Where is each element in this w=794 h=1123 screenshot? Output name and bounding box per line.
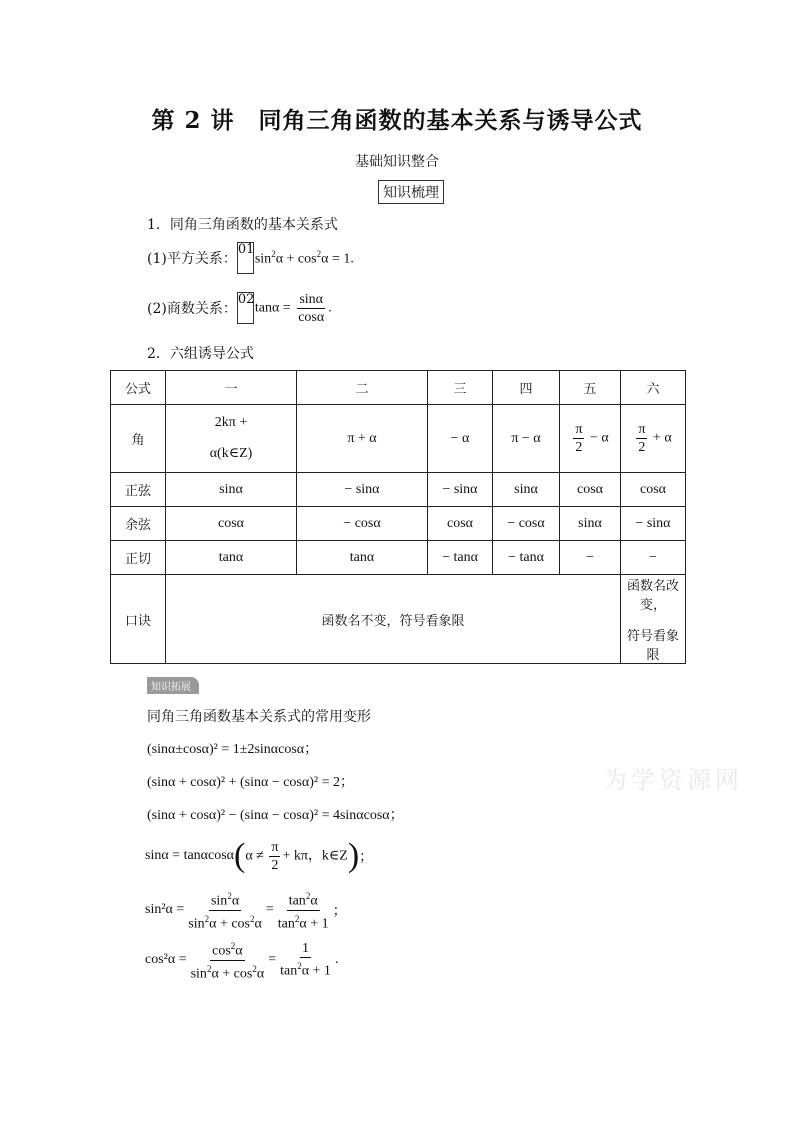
table-cell: − tanα xyxy=(493,541,560,575)
table-row xyxy=(111,473,686,507)
item1-prefix: (1)平方关系： xyxy=(147,251,237,267)
table-cell: tanα xyxy=(297,541,428,575)
table-cell: $\frac{\pi}{2}$ + α xyxy=(621,405,686,473)
table-cell: − tanα xyxy=(428,541,493,575)
table-row xyxy=(111,575,686,664)
table-cell: − sinα xyxy=(428,473,493,507)
table-cell: 六 xyxy=(621,371,686,405)
identity-line-4: sinα = tanαcosα ( α ≠ $\frac{\pi}{2}$ + kπ，k∈Z ) ； xyxy=(145,837,374,874)
extension-heading: 同角三角函数基本关系式的常用变形 xyxy=(147,709,371,725)
knowledge-summary-label: 知识梳理 xyxy=(378,180,444,204)
answer-box-02: 02 xyxy=(237,292,254,324)
line4-lhs: sinα = tanαcosα xyxy=(145,848,235,863)
table-cell: 口诀 xyxy=(111,575,166,664)
induction-formula-table xyxy=(110,370,686,664)
table-cell xyxy=(166,405,297,473)
identity-line-3: (sinα + cosα)² − (sinα − cosα)² = 4sinαcosα； xyxy=(147,808,404,823)
square-relation xyxy=(147,242,354,274)
line5-lhs: sin²α = xyxy=(145,902,185,917)
table-row xyxy=(111,405,686,473)
knowledge-extension-tag: 知识拓展 xyxy=(147,677,199,694)
table-cell: sinα xyxy=(560,507,621,541)
line4-condition: α ≠ $\frac{\pi}{2}$ + kπ，k∈Z xyxy=(245,839,348,873)
answer-box-01: 01 xyxy=(237,242,254,274)
table-cell: − sinα xyxy=(621,507,686,541)
mnemonic-line-1: 函数名改变， xyxy=(626,579,679,613)
table-cell: cosα xyxy=(621,473,686,507)
identity-line-2: (sinα + cosα)² + (sinα − cosα)² = 2； xyxy=(147,775,354,790)
square-relation-formula: $\sin^2\alpha + \cos^2\alpha = 1$. xyxy=(254,248,354,267)
table-cell: $\frac{\pi}{2}$ − α xyxy=(560,405,621,473)
table-cell: 正切 xyxy=(111,541,166,575)
table-cell: − cosα xyxy=(493,507,560,541)
mnemonic-line-2: 符号看象限 xyxy=(626,629,679,663)
table-cell: 正弦 xyxy=(111,473,166,507)
table-cell: 公式 xyxy=(111,371,166,405)
table-cell: − xyxy=(560,541,621,575)
table-cell: 角 xyxy=(111,405,166,473)
table-cell: 函数名不变，符号看象限 xyxy=(166,575,621,664)
identity-line-1: (sinα±cosα)² = 1±2sinαcosα； xyxy=(147,742,319,757)
table-cell: 四 xyxy=(493,371,560,405)
table-cell: π + α xyxy=(297,405,428,473)
table-cell: cosα xyxy=(428,507,493,541)
page-title: 第 2 讲 同角三角函数的基本关系与诱导公式 xyxy=(151,107,643,134)
table-cell: − xyxy=(621,541,686,575)
angle-line-2: α(k∈Z) xyxy=(209,446,253,461)
line6-lhs: cos²α = xyxy=(145,952,187,967)
table-cell: sinα xyxy=(166,473,297,507)
item2-prefix: (2)商数关系： xyxy=(147,301,237,317)
section-1-heading: 1．同角三角函数的基本关系式 xyxy=(147,217,338,233)
table-cell: cosα xyxy=(560,473,621,507)
table-cell: cosα xyxy=(166,507,297,541)
identity-line-5: sin²α = $\frac{\sin^2\alpha}{\sin^2\alpha + \cos^2\alpha}$ = $\frac{\tan^2\alpha}{\tan^2\alpha + 1}$ ； xyxy=(145,890,347,930)
table-cell: − sinα xyxy=(297,473,428,507)
table-row xyxy=(111,541,686,575)
table-cell: 余弦 xyxy=(111,507,166,541)
table-cell: π − α xyxy=(493,405,560,473)
watermark: 为学资源网 xyxy=(603,766,743,794)
table-cell: 一 xyxy=(166,371,297,405)
table-cell: − α xyxy=(428,405,493,473)
subtitle: 基础知识整合 xyxy=(355,154,439,170)
table-cell: sinα xyxy=(493,473,560,507)
table-cell: 五 xyxy=(560,371,621,405)
table-cell: tanα xyxy=(166,541,297,575)
quotient-relation xyxy=(147,289,332,327)
identity-line-6: cos²α = $\frac{\cos^2\alpha}{\sin^2\alpha + \cos^2\alpha}$ = $\frac{1}{\tan^2\alpha + 1}$ . xyxy=(145,940,338,980)
section-2-heading: 2．六组诱导公式 xyxy=(147,346,254,362)
table-row xyxy=(111,507,686,541)
table-cell xyxy=(621,575,686,664)
table-cell: 二 xyxy=(297,371,428,405)
table-cell: 三 xyxy=(428,371,493,405)
table-cell: − cosα xyxy=(297,507,428,541)
angle-line-1: 2kπ + xyxy=(214,415,248,430)
table-row xyxy=(111,371,686,405)
quotient-relation-formula: tanα = $\frac{\sin\alpha}{\cos\alpha}$ . xyxy=(254,291,332,325)
